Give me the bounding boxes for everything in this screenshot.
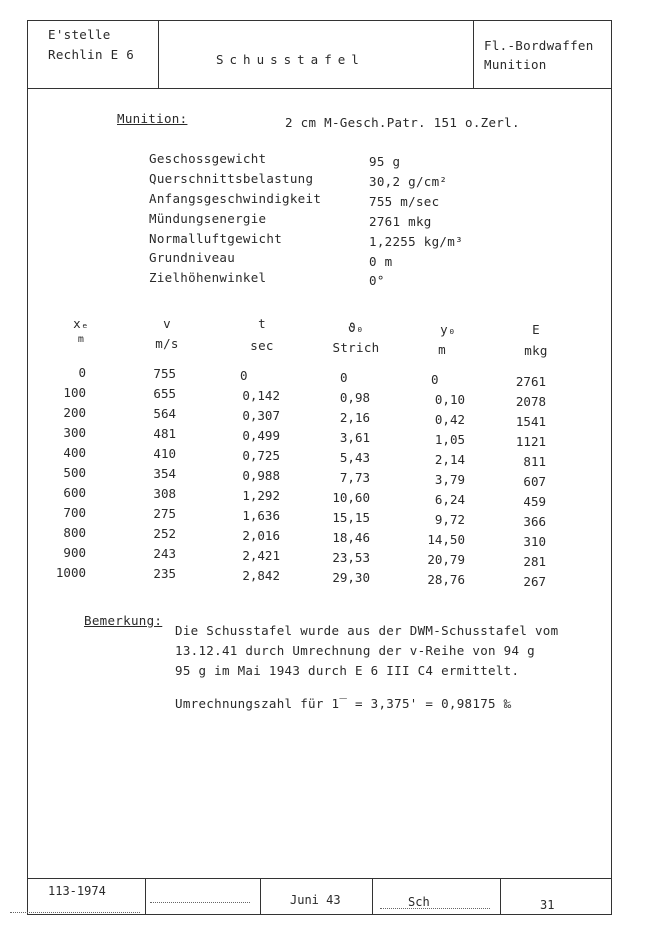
cell-angle: 23,53 (332, 550, 370, 565)
cell-range: 900 (63, 545, 86, 560)
param-value: 1,2255 kg/m³ (369, 234, 463, 249)
header-symbol: t (258, 316, 266, 331)
footer-dotted-line (150, 902, 250, 903)
param-value: 95 g (369, 154, 401, 169)
header-category-line1: Fl.-Bordwaffen (484, 38, 594, 53)
cell-height: 6,24 (434, 492, 465, 507)
cell-time: 1,636 (242, 508, 280, 523)
cell-energy: 2761 (515, 374, 546, 389)
cell-energy: 366 (523, 514, 546, 529)
header-symbol: v (163, 316, 171, 331)
header-unit: mkg (524, 343, 548, 358)
cell-energy: 1541 (515, 414, 546, 429)
cell-time: 2,421 (242, 548, 280, 563)
cell-velocity: 275 (153, 506, 176, 521)
cell-time: 0,307 (242, 408, 280, 423)
cell-velocity: 243 (153, 546, 176, 561)
cell-energy: 310 (523, 534, 546, 549)
footer-divider (260, 878, 261, 915)
param-name: Anfangsgeschwindigkeit (149, 191, 322, 206)
cell-angle: 0,98 (339, 390, 370, 405)
cell-time: 2,016 (242, 528, 280, 543)
cell-angle: 10,60 (332, 490, 370, 505)
footer-divider (500, 878, 501, 915)
document-title: Schusstafel (216, 52, 365, 67)
cell-angle: 18,46 (332, 530, 370, 545)
footer-divider (145, 878, 146, 915)
param-name: Mündungsenergie (149, 211, 267, 226)
cell-velocity: 755 (153, 366, 176, 381)
cell-time: 0,499 (242, 428, 280, 443)
param-value: 30,2 g/cm² (369, 174, 448, 189)
cell-range: 200 (63, 405, 86, 420)
header-bottom-rule (27, 88, 612, 89)
cell-velocity: 481 (153, 426, 176, 441)
header-symbol: E (532, 322, 540, 337)
param-value: 755 m/sec (369, 194, 440, 209)
param-value: 2761 mkg (369, 214, 432, 229)
remark-line: 13.12.41 durch Umrechnung der v-Reihe von 94 g (175, 643, 535, 658)
cell-height: 0,42 (434, 412, 465, 427)
footer-top-rule (27, 878, 612, 879)
header-symbol: ϑ₀ (348, 320, 364, 335)
cell-range: 400 (63, 445, 86, 460)
param-name: Querschnittsbelastung (149, 171, 314, 186)
cell-height: 20,79 (427, 552, 465, 567)
cell-height: 2,14 (434, 452, 465, 467)
cell-angle: 0 (340, 370, 348, 385)
cell-angle: 29,30 (332, 570, 370, 585)
cell-height: 9,72 (434, 512, 465, 527)
cell-range: 800 (63, 525, 86, 540)
param-value: 0 m (369, 254, 393, 269)
cell-time: 0,725 (242, 448, 280, 463)
cell-height: 1,05 (434, 432, 465, 447)
header-divider-right (473, 20, 474, 88)
cell-velocity: 235 (153, 566, 176, 581)
footer-date: Juni 43 (290, 893, 341, 907)
cell-energy: 459 (523, 494, 546, 509)
cell-velocity: 655 (153, 386, 176, 401)
cell-velocity: 252 (153, 526, 176, 541)
cell-energy: 281 (523, 554, 546, 569)
cell-range: 600 (63, 485, 86, 500)
munition-value: 2 cm M-Gesch.Patr. 151 o.Zerl. (285, 115, 520, 130)
header-symbol: y₀ (440, 322, 456, 337)
param-name: Zielhöhenwinkel (149, 270, 267, 285)
footer-dotted-line (380, 908, 490, 909)
remark-line: 95 g im Mai 1943 durch E 6 III C4 ermittelt. (175, 663, 520, 678)
footer-dotted-line (10, 912, 140, 913)
param-name: Geschossgewicht (149, 151, 267, 166)
header-unit: m (438, 342, 446, 357)
cell-height: 28,76 (427, 572, 465, 587)
header-office-line2: Rechlin E 6 (48, 47, 135, 62)
cell-time: 0 (240, 368, 248, 383)
footer-code: 113-1974 (48, 884, 106, 898)
cell-height: 3,79 (434, 472, 465, 487)
header-unit: Strich (332, 340, 380, 355)
cell-angle: 7,73 (339, 470, 370, 485)
cell-energy: 1121 (515, 434, 546, 449)
cell-height: 14,50 (427, 532, 465, 547)
cell-range: 100 (63, 385, 86, 400)
munition-label: Munition: (117, 111, 188, 126)
cell-energy: 811 (523, 454, 546, 469)
cell-time: 0,988 (242, 468, 280, 483)
cell-range: 500 (63, 465, 86, 480)
cell-height: 0 (431, 372, 439, 387)
cell-angle: 3,61 (339, 430, 370, 445)
cell-time: 1,292 (242, 488, 280, 503)
header-category-line2: Munition (484, 57, 547, 72)
header-symbol: xₑ (73, 316, 89, 331)
header-divider-left (158, 20, 159, 88)
param-value: 0° (369, 273, 385, 288)
cell-energy: 267 (523, 574, 546, 589)
header-unit: sec (250, 338, 274, 353)
remark-label: Bemerkung: (84, 613, 163, 628)
param-name: Grundniveau (149, 250, 236, 265)
cell-range: 300 (63, 425, 86, 440)
footer-divider (372, 878, 373, 915)
footer-page-number: 31 (540, 898, 555, 912)
cell-energy: 607 (523, 474, 546, 489)
cell-angle: 15,15 (332, 510, 370, 525)
cell-velocity: 564 (153, 406, 176, 421)
footer-signature: Sch (408, 895, 430, 909)
conversion-note: Umrechnungszahl für 1‾ = 3,375' = 0,98175 ‰ (175, 696, 512, 711)
cell-energy: 2078 (515, 394, 546, 409)
param-name: Normalluftgewicht (149, 231, 283, 246)
remark-line: Die Schusstafel wurde aus der DWM-Schusstafel vom (175, 623, 559, 638)
cell-velocity: 308 (153, 486, 176, 501)
cell-range: 700 (63, 505, 86, 520)
header-unit: m (77, 334, 85, 345)
cell-time: 2,842 (242, 568, 280, 583)
cell-range: 0 (78, 365, 86, 380)
cell-angle: 5,43 (339, 450, 370, 465)
cell-height: 0,10 (434, 392, 465, 407)
cell-time: 0,142 (242, 388, 280, 403)
cell-angle: 2,16 (339, 410, 370, 425)
header-office-line1: E'stelle (48, 27, 111, 42)
header-unit: m/s (155, 336, 179, 351)
cell-velocity: 410 (153, 446, 176, 461)
cell-range: 1000 (55, 565, 86, 580)
cell-velocity: 354 (153, 466, 176, 481)
